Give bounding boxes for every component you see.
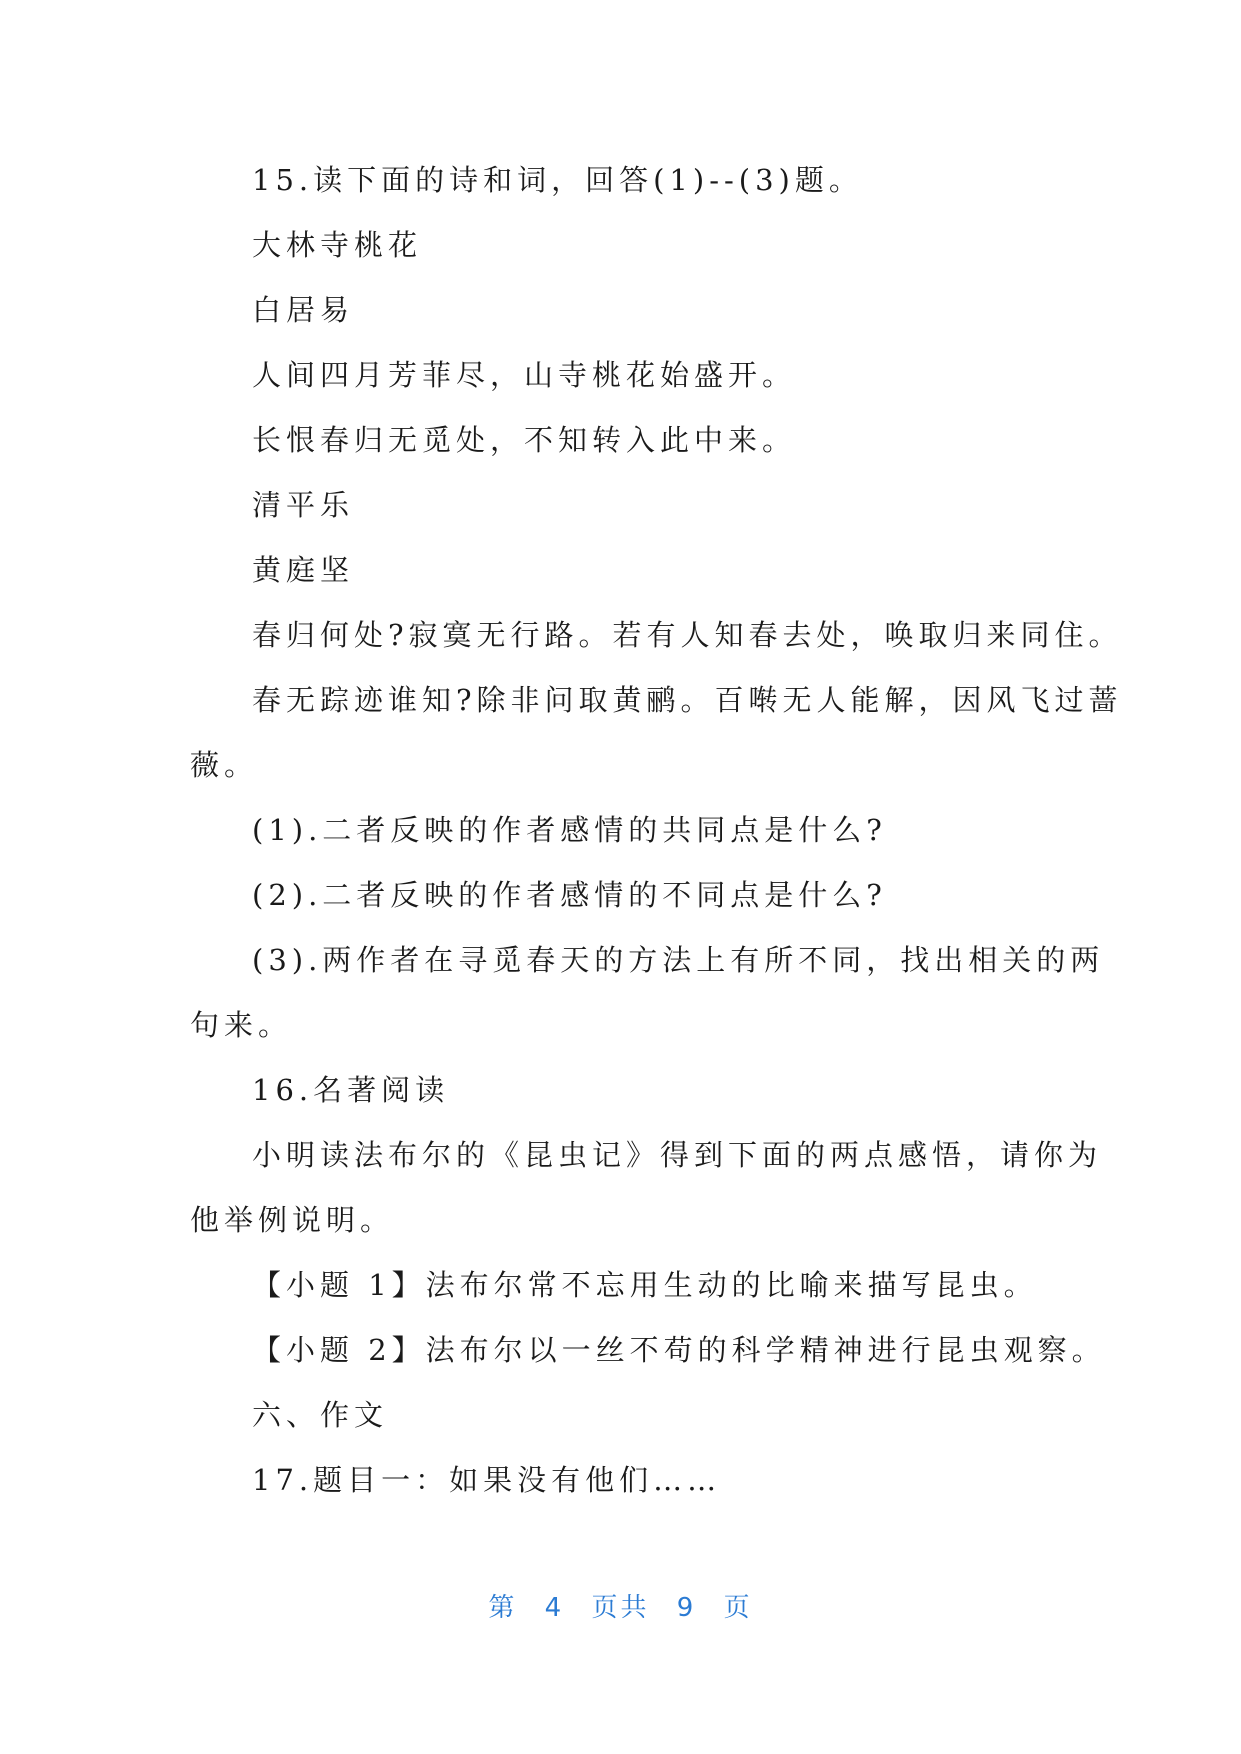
footer-current-page: 4 — [544, 1593, 565, 1623]
question-16-sub-2: 【小题 2】法布尔以一丝不苟的科学精神进行昆虫观察。 — [252, 1333, 1106, 1367]
question-16-heading: 16.名著阅读 — [252, 1073, 450, 1107]
question-15-sub-1: (1).二者反映的作者感情的共同点是什么? — [252, 813, 887, 847]
question-16-intro-cont: 他举例说明。 — [190, 1203, 395, 1237]
footer-middle: 页共 — [591, 1593, 650, 1623]
question-15-sub-3: (3).两作者在寻觅春天的方法上有所不同，找出相关的两 — [252, 943, 1105, 977]
poem-2-author: 黄庭坚 — [252, 553, 355, 587]
poem-1-title: 大林寺桃花 — [252, 228, 423, 262]
poem-1-author: 白居易 — [252, 293, 355, 327]
question-16-sub-1: 【小题 1】法布尔常不忘用生动的比喻来描写昆虫。 — [252, 1268, 1038, 1302]
footer-prefix: 第 — [488, 1593, 518, 1623]
poem-2-line-2: 春无踪迹谁知?除非问取黄鹂。百啭无人能解，因风飞过蔷 — [252, 683, 1123, 717]
question-15-sub-2: (2).二者反映的作者感情的不同点是什么? — [252, 878, 887, 912]
question-17-heading: 17.题目一：如果没有他们…… — [252, 1463, 722, 1497]
poem-2-title: 清平乐 — [252, 488, 355, 522]
poem-2-line-2-cont: 薇。 — [190, 748, 259, 782]
question-15-heading: 15.读下面的诗和词，回答(1)--(3)题。 — [252, 163, 863, 197]
question-15-sub-3-cont: 句来。 — [190, 1008, 293, 1042]
poem-1-line-2: 长恨春归无觅处，不知转入此中来。 — [252, 423, 797, 457]
footer-suffix: 页 — [723, 1593, 753, 1623]
poem-1-line-1: 人间四月芳菲尽，山寺桃花始盛开。 — [252, 358, 797, 392]
question-16-intro: 小明读法布尔的《昆虫记》得到下面的两点感悟，请你为 — [252, 1138, 1103, 1172]
page-footer — [0, 1590, 1241, 1626]
footer-total-pages: 9 — [676, 1593, 697, 1623]
section-six-heading: 六、作文 — [252, 1398, 389, 1432]
poem-2-line-1: 春归何处?寂寞无行路。若有人知春去处，唤取归来同住。 — [252, 618, 1123, 652]
